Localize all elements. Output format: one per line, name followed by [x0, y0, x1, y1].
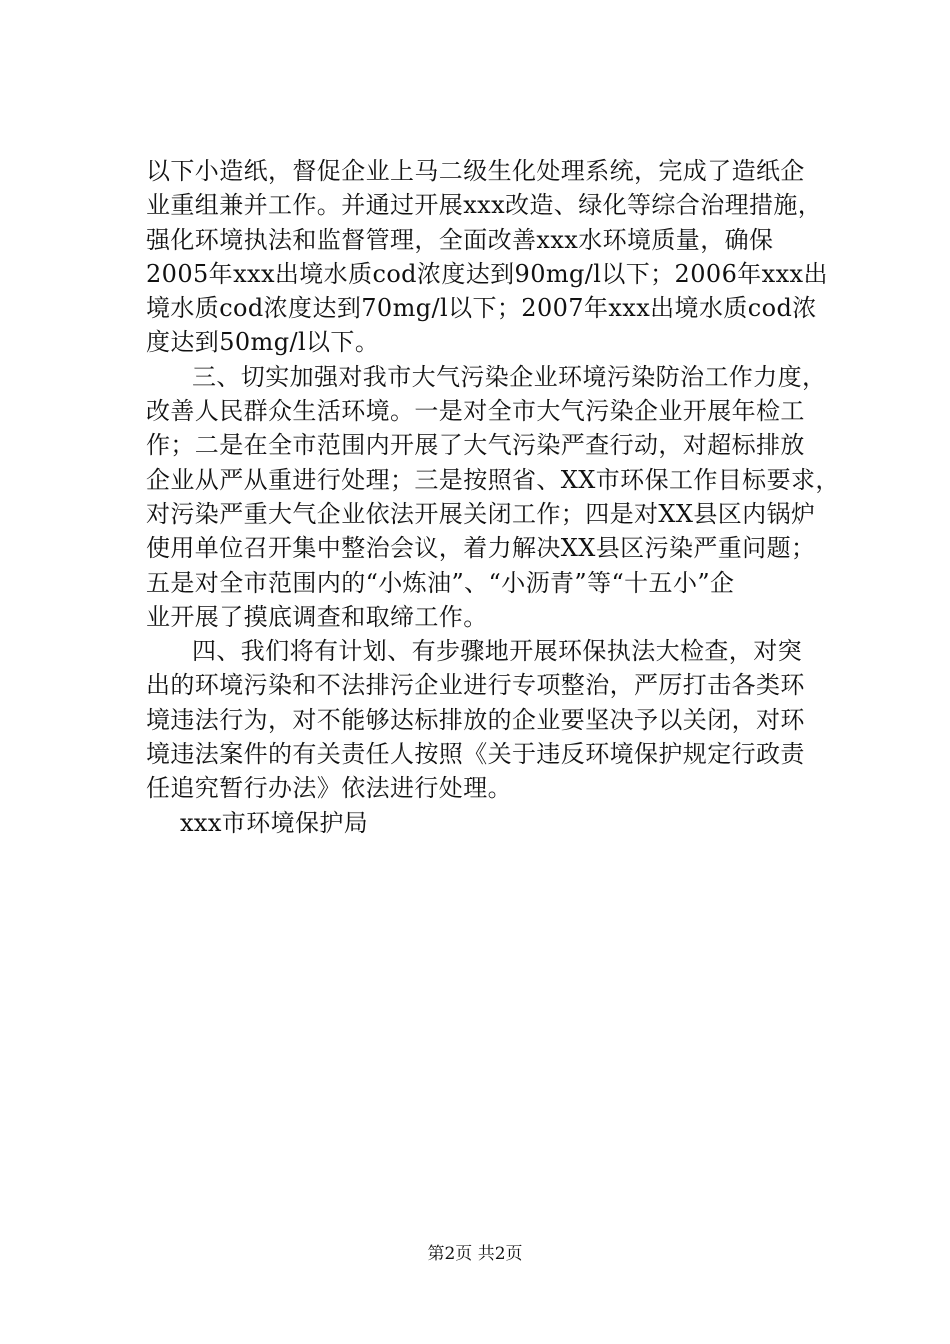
page-number-footer: 第2页 共2页 — [427, 1244, 523, 1264]
text-line: 强化环境执法和监督管理，全面改善xxx水环境质量，确保 — [146, 225, 774, 254]
text-line: 境违法案件的有关责任人按照《关于违反环境保护规定行政责 — [146, 740, 805, 769]
text-line: 业重组兼并工作。并通过开展xxx改造、绿化等综合治理措施， — [146, 191, 823, 220]
document-body — [146, 154, 840, 840]
paragraph-four-start: 四、我们将有计划、有步骤地开展环保执法大检查，对突 — [192, 637, 802, 666]
text-line: 企业从严从重进行处理；三是按照省、XX市环保工作目标要求， — [146, 465, 840, 494]
text-line: 业开展了摸底调查和取缔工作。 — [146, 602, 488, 631]
text-line: 境违法行为，对不能够达标排放的企业要坚决予以关闭，对环 — [146, 705, 805, 734]
text-line: 任追究暂行办法》依法进行处理。 — [146, 774, 512, 803]
text-line: 使用单位召开集中整治会议，着力解决XX县区污染严重问题； — [146, 534, 816, 563]
paragraph-three-start: 三、切实加强对我市大气污染企业环境污染防治工作力度， — [192, 362, 827, 391]
text-line: 境水质cod浓度达到70mg/l以下；2007年xxx出境水质cod浓 — [146, 294, 817, 323]
text-line: 五是对全市范围内的“小炼油”、“小沥青”等“十五小”企 — [146, 568, 735, 597]
text-line: 以下小造纸，督促企业上马二级生化处理系统，完成了造纸企 — [146, 157, 805, 185]
text-line: 2005年xxx出境水质cod浓度达到90mg/l以下；2006年xxx出 — [146, 259, 828, 288]
text-line: 改善人民群众生活环境。一是对全市大气污染企业开展年检工 — [146, 397, 805, 426]
text-line: 作；二是在全市范围内开展了大气污染严查行动，对超标排放 — [146, 431, 805, 460]
text-line: 对污染严重大气企业依法开展关闭工作；四是对XX县区内锅炉 — [146, 499, 816, 528]
signature-line: xxx市环境保护局 — [180, 808, 369, 837]
text-line: 度达到50mg/l以下。 — [146, 328, 380, 357]
text-line: 出的环境污染和不法排污企业进行专项整治，严厉打击各类环 — [146, 671, 805, 700]
